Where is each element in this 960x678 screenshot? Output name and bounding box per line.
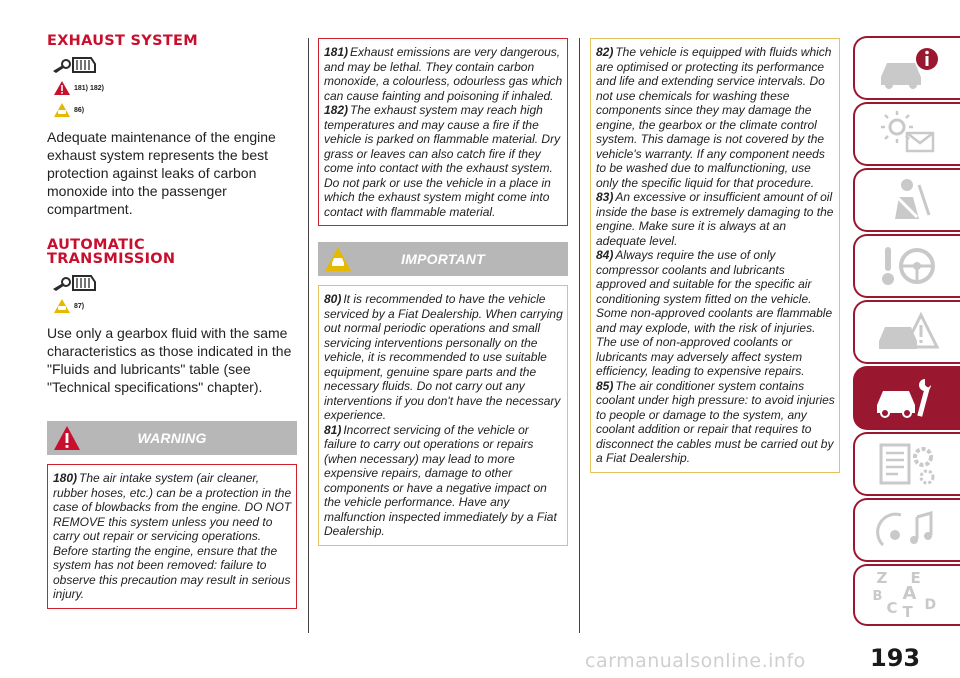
note-83: 83) An excessive or insufficient amount of oil inside the base is extremely damaging to the engine. Make sure it is always at an adequate level. <box>596 190 834 248</box>
exhaust-system-title: EXHAUST SYSTEM <box>47 33 198 49</box>
warning-heading: WARNING <box>137 430 207 446</box>
right-column <box>590 0 840 473</box>
title-line-2: TRANSMISSION <box>47 251 176 267</box>
alphabetical-index-icon: Z E B A C D T <box>872 569 937 621</box>
transmission-body: Use only a gearbox fluid with the same characteristics as those indicated in the "Fluids and lubricants" table (see "Technical specifications" chapter). <box>47 325 292 395</box>
spanner-car-icon <box>51 54 97 74</box>
warning-box <box>47 421 297 609</box>
car-info-icon <box>873 43 943 93</box>
page-number: 193 <box>870 644 921 672</box>
watermark: carmanualsonline.info <box>585 650 806 672</box>
sidebar-tab-index[interactable] <box>853 564 960 626</box>
note-182: 182) The exhaust system may reach high temperatures and may cause a fire if the vehicle is parked on flammable material. Dry grass or leaves can also catch fire if they come into contact with the exhaust system. Do not park or use the vehicle in a place in which the exhaust system might come into contact with flammable material. <box>324 103 561 219</box>
specifications-gear-icon <box>873 439 943 489</box>
seatbelt-airbag-icon <box>873 175 943 225</box>
column-divider <box>308 38 309 633</box>
automatic-transmission-title <box>47 238 297 266</box>
column-divider <box>579 38 580 633</box>
warning-triangle-icon <box>53 80 71 96</box>
sidebar-tab-instrument-panel[interactable] <box>853 102 960 166</box>
sidebar-tab-safety[interactable] <box>853 168 960 232</box>
note-85: 85) The air conditioner system contains coolant under high pressure: to avoid injuries to people or damage to the system, any coolant addition or repair that requires to disconnect the cables must be carried out by a Fiat Dealership. <box>596 378 835 465</box>
sidebar-tab-technical-data[interactable] <box>853 432 960 496</box>
sidebar-tab-starting-driving[interactable] <box>853 234 960 298</box>
left-column <box>47 0 297 609</box>
dashboard-lights-icon <box>873 109 943 159</box>
important-car-icon <box>53 298 71 314</box>
spanner-car-icon <box>51 272 97 292</box>
important-box <box>318 242 568 546</box>
title-line-1: AUTOMATIC <box>47 237 145 253</box>
important-box-header <box>318 242 568 276</box>
note-84: 84) Always require the use of only compressor coolants and lubricants approved and suitable for the specific air conditioning system fitted on the vehicle. Some non-approved coolants are flammable and may explode, with the risk of injuries. The use of non-approved coolants or lubricants may adversely affect system efficiency, leading to expensive repairs. <box>596 248 833 378</box>
important-notes-continued <box>590 38 840 473</box>
note-82: 82) The vehicle is equipped with fluids which are optimised or protecting its performance and life and extending service intervals. Do not use chemicals for washing these components since they may damage the engine, the gearbox or the climate control system. This damage is not covered by the vehicle's warranty. If any component needs to be washed due to malfunctioning, use only the specific liquid for that procedure. <box>596 45 832 190</box>
note-180: 180) The air intake system (air cleaner, rubber hoses, etc.) can be a protection in the case of blowbacks from the engine. DO NOT REMOVE this system unless you need to carry out repair or servicing operations. Before starting the engine, ensure that the system has not been removed: failure to observe this precaution may result in serious injury. <box>53 471 292 601</box>
breakdown-warning-icon <box>873 307 943 357</box>
warning-notes <box>47 464 297 609</box>
car-service-wrench-icon <box>873 373 943 423</box>
exhaust-system-body: Adequate maintenance of the engine exhaust system represents the best protection against leaks of carbon monoxide into the passenger compartment. <box>47 129 276 217</box>
note-80: 80) It is recommended to have the vehicle serviced by a Fiat Dealership. When carrying out normal periodic operations and small servicing interventions personally on the vehicle, it is recommended to use suitable equipment, genuine spare parts and the necessary fluids. Do not carry out any interventions if you don't have the necessary experience. <box>324 292 563 422</box>
sidebar-tab-emergency[interactable] <box>853 300 960 364</box>
sidebar-tab-maintenance[interactable] <box>853 366 960 430</box>
warning-box-header <box>47 421 297 455</box>
important-car-icon <box>53 102 71 118</box>
important-refs: 87) <box>74 302 85 310</box>
important-refs-row <box>53 102 297 118</box>
note-81: 81) Incorrect servicing of the vehicle or failure to carry out operations or repairs (when necessary) may lead to more expensive repairs, damage to other components or have a negative impact on the vehicle performance. Have any malfunction inspected immediately by a Fiat Dealership. <box>324 422 557 538</box>
warning-refs: 181) 182) <box>74 84 104 92</box>
important-refs-row <box>53 298 297 314</box>
note-181: 181) Exhaust emissions are very dangerous, and may be lethal. They contain carbon monoxide, a colourless, odourless gas which can cause fainting and poisoning if inhaled. <box>324 45 563 103</box>
important-heading: IMPORTANT <box>401 251 485 267</box>
warning-triangle-icon <box>53 425 81 451</box>
important-car-icon <box>324 246 352 272</box>
sidebar-tab-dashboard-knowledge[interactable] <box>853 36 960 100</box>
middle-column <box>318 0 568 546</box>
important-refs: 86) <box>74 106 85 114</box>
key-steering-wheel-icon <box>873 241 943 291</box>
sidebar-tab-multimedia[interactable] <box>853 498 960 562</box>
warning-refs-row <box>53 80 297 96</box>
multimedia-music-icon <box>873 505 943 555</box>
important-notes <box>318 285 568 546</box>
warning-notes-continued <box>318 38 568 226</box>
